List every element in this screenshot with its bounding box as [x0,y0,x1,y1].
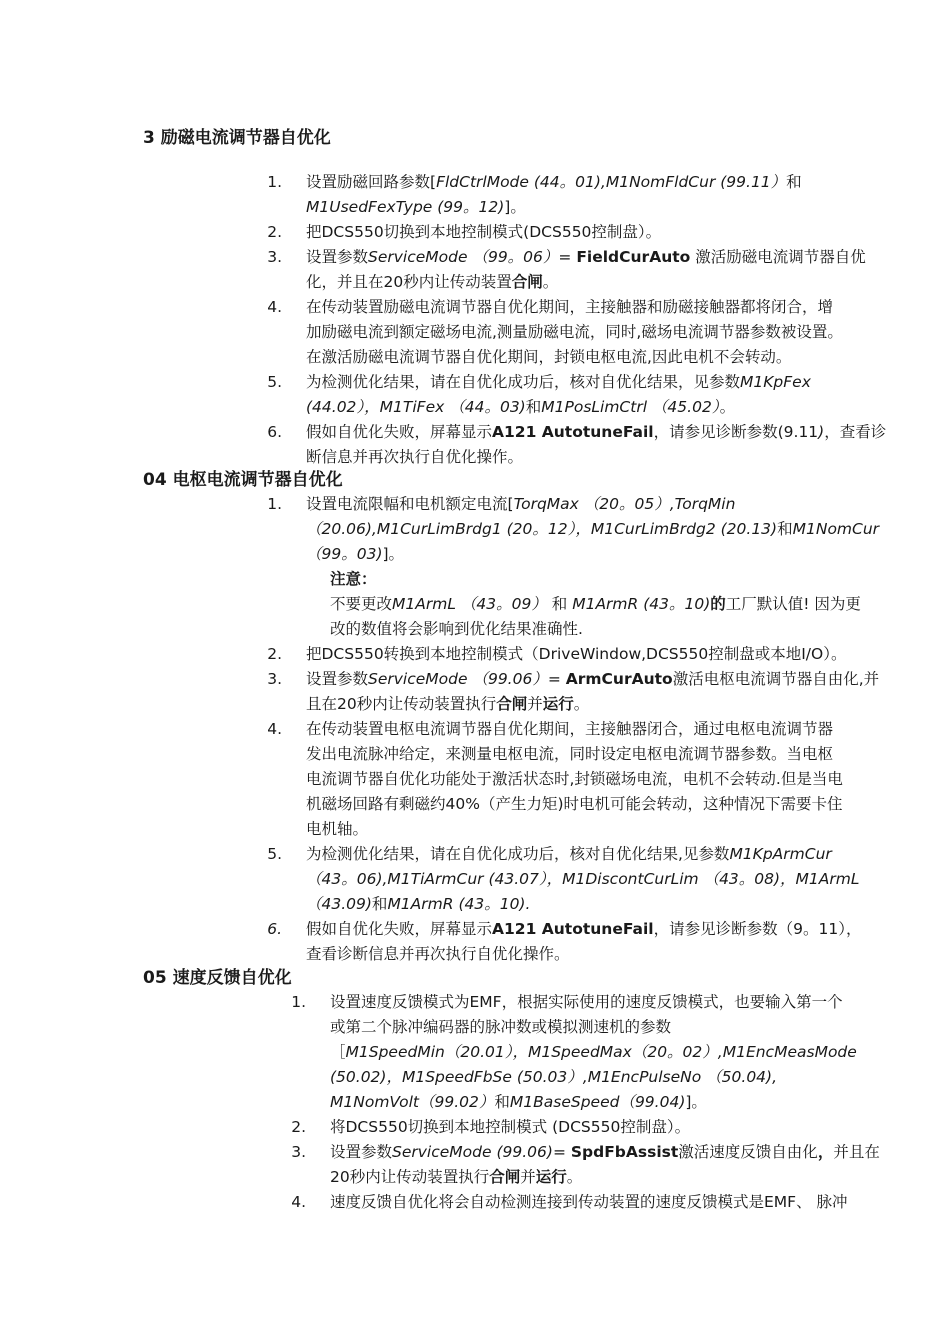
text-segment: 并 [520,1168,536,1186]
list-number: 1. [291,993,306,1011]
text-segment: 和 [494,1093,510,1111]
text-segment: 和 [546,595,573,613]
text-segment: 机磁场回路有剩磁约40%（产生力矩)时电机可能会转动，这种情况下需要卡住 [306,795,843,813]
parameter-name: M1ArmR (43。10). [387,895,531,913]
text-segment: 并 [527,695,543,713]
emphasis-text: A121 AutotuneFail [492,423,654,441]
text-line [330,1015,857,1040]
text-line [306,445,886,470]
text-segment: 且在20秒内让传动装置执行 [306,695,497,713]
text-segment: 在传动装置电枢电流调节器自优化期间，主接触器闭合，通过电枢电流调节器 [306,720,834,738]
parameter-name: ) [818,423,825,441]
text-line [306,792,843,817]
text-segment: = [547,670,566,688]
text-segment: 激活速度反馈自由化 [678,1143,818,1161]
list-item-text [330,1190,848,1215]
text-line [306,667,879,692]
text-segment: 电机轴。 [306,820,369,838]
list-number: 3. [291,1143,306,1161]
parameter-name: （43.09) [306,895,372,913]
text-segment: 工厂默认值! 因为更 [725,595,861,613]
text-segment: ]。 [382,545,405,563]
text-segment: 加励磁电流到额定磁场电流,测量励磁电流，同时,磁场电流调节器参数被设置。 [306,323,843,341]
text-segment: 将DCS550切换到本地控制模式 (DCS550控制盘）。 [330,1118,691,1136]
text-segment: 不要更改 [330,595,393,613]
text-segment: 和 [777,520,793,538]
text-segment: 速度反馈自优化将会自动检测连接到传动装置的速度反馈模式是EMF、 脉冲 [330,1193,848,1211]
emphasis-text: 注意： [330,570,377,588]
text-line [306,842,860,867]
text-line [306,320,843,345]
parameter-name: M1KpArmCur [729,845,832,863]
emphasis-text: ArmCurAuto [565,670,673,688]
text-line [306,867,860,892]
text-line [306,395,811,420]
text-segment: 设置参数 [306,248,369,266]
text-segment: 化，并且在20秒内让传动装置 [306,273,512,291]
parameter-name: M1ArmR (43。10) [572,595,711,613]
list-number: 2. [291,1118,306,1136]
section-heading: 05 速度反馈自优化 [143,968,292,988]
list-item-text [330,1115,690,1140]
list-item-text [330,567,861,642]
text-segment: 。 [542,273,559,291]
text-line [306,270,866,295]
list-item-text [306,717,843,842]
text-line [330,592,861,617]
text-segment: 假如自优化失败，屏幕显示 [306,920,493,938]
parameter-name: M1ArmL （43。09） [392,595,547,613]
text-line [306,220,661,245]
text-segment: ［ [330,1043,346,1061]
text-line [306,517,879,542]
list-number: 5. [267,845,282,863]
text-line [306,767,843,792]
text-segment: 电流调节器自优化功能处于激活状态时,封锁磁场电流，电机不会转动.但是当电 [306,770,843,788]
emphasis-text: 运行 [542,695,574,713]
text-segment: 在激活励磁电流调节器自优化期间，封锁电枢电流,因此电机不会转动。 [306,348,792,366]
text-line [306,542,879,567]
parameter-name: ServiceMode （99。06） [368,248,559,266]
text-line [306,917,861,942]
list-item-text [306,420,886,470]
text-line [330,567,861,592]
text-segment: 假如自优化失败，屏幕显示 [306,423,493,441]
text-line [330,1190,848,1215]
list-number: 3. [267,248,282,266]
text-line [306,642,846,667]
text-segment: 。 [573,695,590,713]
list-number: 4. [267,720,282,738]
list-number: 5. [267,373,282,391]
text-segment: 。 [566,1168,583,1186]
list-number: 4. [291,1193,306,1211]
text-segment: 把DCS550切换到本地控制模式(DCS550控制盘）。 [306,223,662,241]
emphasis-text: 运行 [535,1168,567,1186]
emphasis-text: FieldCurAuto [576,248,691,266]
text-segment: 断信息并再次执行自优化操作。 [306,448,524,466]
list-number: 1. [267,495,282,513]
parameter-name: （99。03) [306,545,383,563]
parameter-name: M1UsedFexType (99。12) [306,198,505,216]
text-segment: 发出电流脉冲给定，来测量电枢电流，同时设定电枢电流调节器参数。当电枢 [306,745,834,763]
list-number: 1. [267,173,282,191]
text-line [306,195,802,220]
text-segment: 激活励磁电流调节器自优 [690,248,866,266]
parameter-name: (50.02)，M1SpeedFbSe (50.03）,M1EncPulseNo （50.04), [330,1068,778,1086]
parameter-name: （43。06),M1TiArmCur (43.07），M1DiscontCurLim （43。08)，M1ArmL [306,870,860,888]
text-segment: 设置参数 [330,1143,393,1161]
list-item-text [306,220,661,245]
text-segment: 并且在 [833,1143,880,1161]
text-segment: ，请参见诊断参数（9。11）， [653,920,862,938]
text-line [306,742,843,767]
parameter-name: M1SpeedMin（20.01），M1SpeedMax（20。02）,M1EncMeasMode [345,1043,857,1061]
parameter-name: M1KpFex [740,373,811,391]
emphasis-text: SpdFbAssist [570,1143,679,1161]
section-heading: 04 电枢电流调节器自优化 [143,470,343,490]
emphasis-text: ， [817,1143,834,1161]
text-segment: 设置速度反馈模式为EMF，根据实际使用的速度反馈模式，也要输入第一个 [330,993,843,1011]
text-segment: 。 [719,398,736,416]
text-segment: 改的数值将会影响到优化结果准确性. [330,620,583,638]
list-number: 6. [267,423,282,441]
text-line [330,1115,690,1140]
parameter-name: ServiceMode (99.06) [392,1143,553,1161]
text-segment: ，查看诊 [824,423,887,441]
text-line [306,345,843,370]
parameter-name: TorqMax （20。05）,TorqMin [513,495,736,513]
text-line [306,420,886,445]
emphasis-text: 合闸 [511,273,543,291]
text-line [306,817,843,842]
text-line [306,170,802,195]
emphasis-text: 合闸 [489,1168,521,1186]
text-line [330,1065,857,1090]
text-line [330,990,857,1015]
text-segment: 或第二个脉冲编码器的脉冲数或模拟测速机的参数 [330,1018,672,1036]
emphasis-text: 合闸 [496,695,528,713]
text-segment: 为检测优化结果，请在自优化成功后，核对自优化结果，见参数 [306,373,741,391]
emphasis-text: A121 AutotuneFail [492,920,654,938]
text-line [306,717,843,742]
text-line [306,692,879,717]
text-segment: 把DCS550转换到本地控制模式（DriveWindow,DCS550控制盘或本地I/O）。 [306,645,847,663]
parameter-name: M1BaseSpeed（99.04) [509,1093,686,1111]
text-segment: ]。 [504,198,526,216]
list-number: 6. [267,920,282,938]
text-line [306,492,879,517]
text-segment: = [558,248,577,266]
emphasis-text: 的 [710,595,726,613]
list-number: 2. [267,645,282,663]
list-item-text [306,245,866,295]
text-line [306,295,843,320]
text-line [330,617,861,642]
list-item-text [306,667,879,717]
text-segment: 在传动装置励磁电流调节器自优化期间，主接触器和励磁接触器都将闭合，增 [306,298,834,316]
text-line [306,892,860,917]
text-segment: 设置励磁回路参数[ [306,173,437,191]
parameter-name: M1PosLimCtrl （45.02） [541,398,720,416]
list-item-text [306,917,861,967]
list-item-text [306,370,811,420]
text-line [330,1090,857,1115]
text-segment: ]。 [685,1093,707,1111]
text-segment: 设置电流限幅和电机额定电流[ [306,495,514,513]
text-segment: 和 [371,895,388,913]
list-number: 4. [267,298,282,316]
text-line [306,370,811,395]
text-line [330,1140,880,1165]
parameter-name: FldCtrlMode (44。01),M1NomFldCur (99.11） [436,173,787,191]
list-number: 2. [267,223,282,241]
text-segment: ，请参见诊断参数(9.11 [653,423,819,441]
parameter-name: （20.06),M1CurLimBrdg1 (20。12），M1CurLimBrdg2 (20.13) [306,520,778,538]
text-segment: 查看诊断信息并再次执行自优化操作。 [306,945,570,963]
list-item-text [306,842,860,917]
text-line [330,1040,857,1065]
list-item-text [330,990,857,1115]
section-heading: 3 励磁电流调节器自优化 [143,128,331,148]
text-segment: 和 [786,173,802,191]
text-segment: 为检测优化结果，请在自优化成功后，核对自优化结果,见参数 [306,845,730,863]
parameter-name: (44.02），M1TiFex （44。03) [306,398,526,416]
parameter-name: M1NomCur [792,520,880,538]
text-segment: 激活电枢电流调节器自由化,并 [672,670,880,688]
text-segment: 20秒内让传动装置执行 [330,1168,490,1186]
text-line [330,1165,880,1190]
parameter-name: ServiceMode （99.06） [368,670,548,688]
list-number: 3. [267,670,282,688]
text-line [306,942,861,967]
list-item-text [306,642,846,667]
text-segment: 设置参数 [306,670,369,688]
text-segment: = [552,1143,571,1161]
list-item-text [306,295,843,370]
list-item-text [306,492,879,567]
text-segment: 和 [525,398,542,416]
text-line [306,245,866,270]
list-item-text [330,1140,880,1190]
parameter-name: M1NomVolt（99.02） [330,1093,495,1111]
list-item-text [306,170,802,220]
